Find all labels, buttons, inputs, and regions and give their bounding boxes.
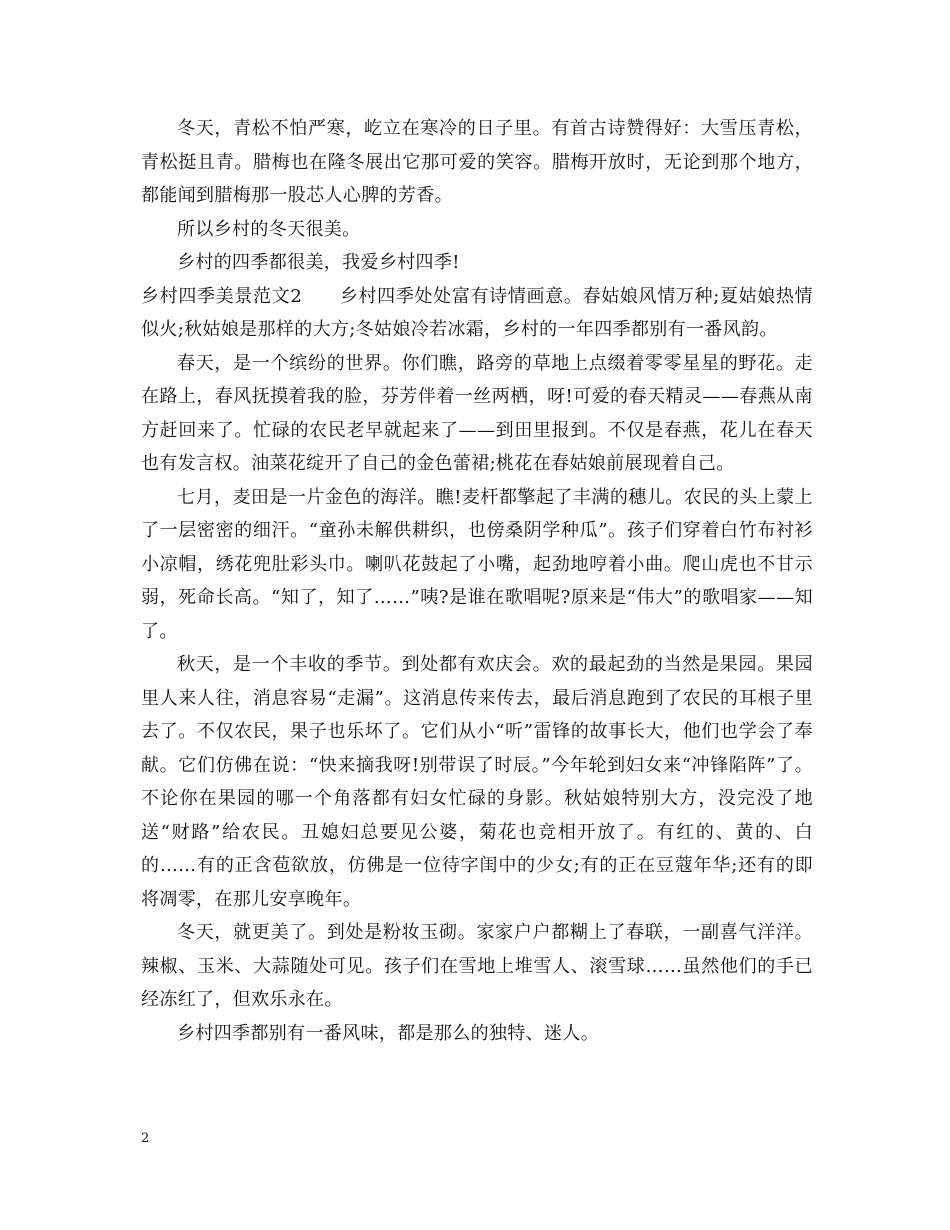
paragraph-july: 七月，麦田是一片金色的海洋。瞧!麦杆都擎起了丰满的穗儿。农民的头上蒙上了一层密密的细汗。“童孙未解供耕织，也傍桑阴学种瓜”。孩子们穿着白竹布衬衫小凉帽，绣花兜肚彩头巾。喇叭花鼓起了小嘴，起劲地哼着小曲。爬山虎也不甘示弱，死命长高。“知了，知了……”咦?是谁在歌唱呢?原来是“伟大”的歌唱家——知了。 <box>141 486 813 642</box>
paragraph-conclusion: 乡村四季都别有一番风味，都是那么的独特、迷人。 <box>177 1022 600 1044</box>
paragraph-love-seasons: 乡村的四季都很美，我爱乡村四季! <box>177 252 460 273</box>
paragraph-autumn: 秋天，是一个丰收的季节。到处都有欢庆会。欢的最起劲的当然是果园。果园里人来人往，消息容易“走漏”。这消息传来传去，最后消息跑到了农民的耳根子里去了。不仅农民，果子也乐坏了。它们从小“听”雷锋的故事长大，他们也学会了奉献。它们仿佛在说：“快来摘我呀!别带误了时辰。”今年轮到妇女来“冲锋陷阵”了。不论你在果园的哪一个角落都有妇女忙碌的身影。秋姑娘特别大方，没完没了地送“财路”给农民。丑媳妇总要见公婆，菊花也竞相开放了。有红的、黄的、白的……有的正含苞欲放，仿佛是一位待字闺中的少女;有的正在豆蔻年华;还有的即将凋零，在那儿安享晚年。 <box>141 654 813 910</box>
paragraph-winter: 冬天，就更美了。到处是粉妆玉砌。家家户户都糊上了春联，一副喜气洋洋。辣椒、玉米、大蒜随处可见。孩子们在雪地上堆雪人、滚雪球……虽然他们的手已经冻红了，但欢乐永在。 <box>141 922 813 1010</box>
document-body <box>141 112 813 1050</box>
paragraph-spring: 春天，是一个缤纷的世界。你们瞧，路旁的草地上点缀着零零星星的野花。走在路上，春风抚摸着我的脸，芬芳伴着一丝两栖，呀!可爱的春天精灵——春燕从南方赶回来了。忙碌的农民老早就起来了——到田里报到。不仅是春燕，花儿在春天也有发言权。油菜花绽开了自己的金色蕾裙;桃花在春姑娘前展现着自己。 <box>141 352 813 474</box>
paragraph-winter-beautiful: 所以乡村的冬天很美。 <box>177 218 361 240</box>
paragraph-essay-2-intro: 乡村四季美景范文2 乡村四季处处富有诗情画意。春姑娘风情万种;夏姑娘热情似火;秋姑娘是那样的大方;冬姑娘冷若冰霜，乡村的一年四季都别有一番风韵。 <box>141 285 813 340</box>
page-number: 2 <box>141 1131 150 1146</box>
paragraph-winter-pine: 冬天，青松不怕严寒，屹立在寒冷的日子里。有首古诗赞得好：大雪压青松，青松挺且青。腊梅也在隆冬展出它那可爱的笑容。腊梅开放时，无论到那个地方，都能闻到腊梅那一股芯人心脾的芳香。 <box>141 118 813 206</box>
